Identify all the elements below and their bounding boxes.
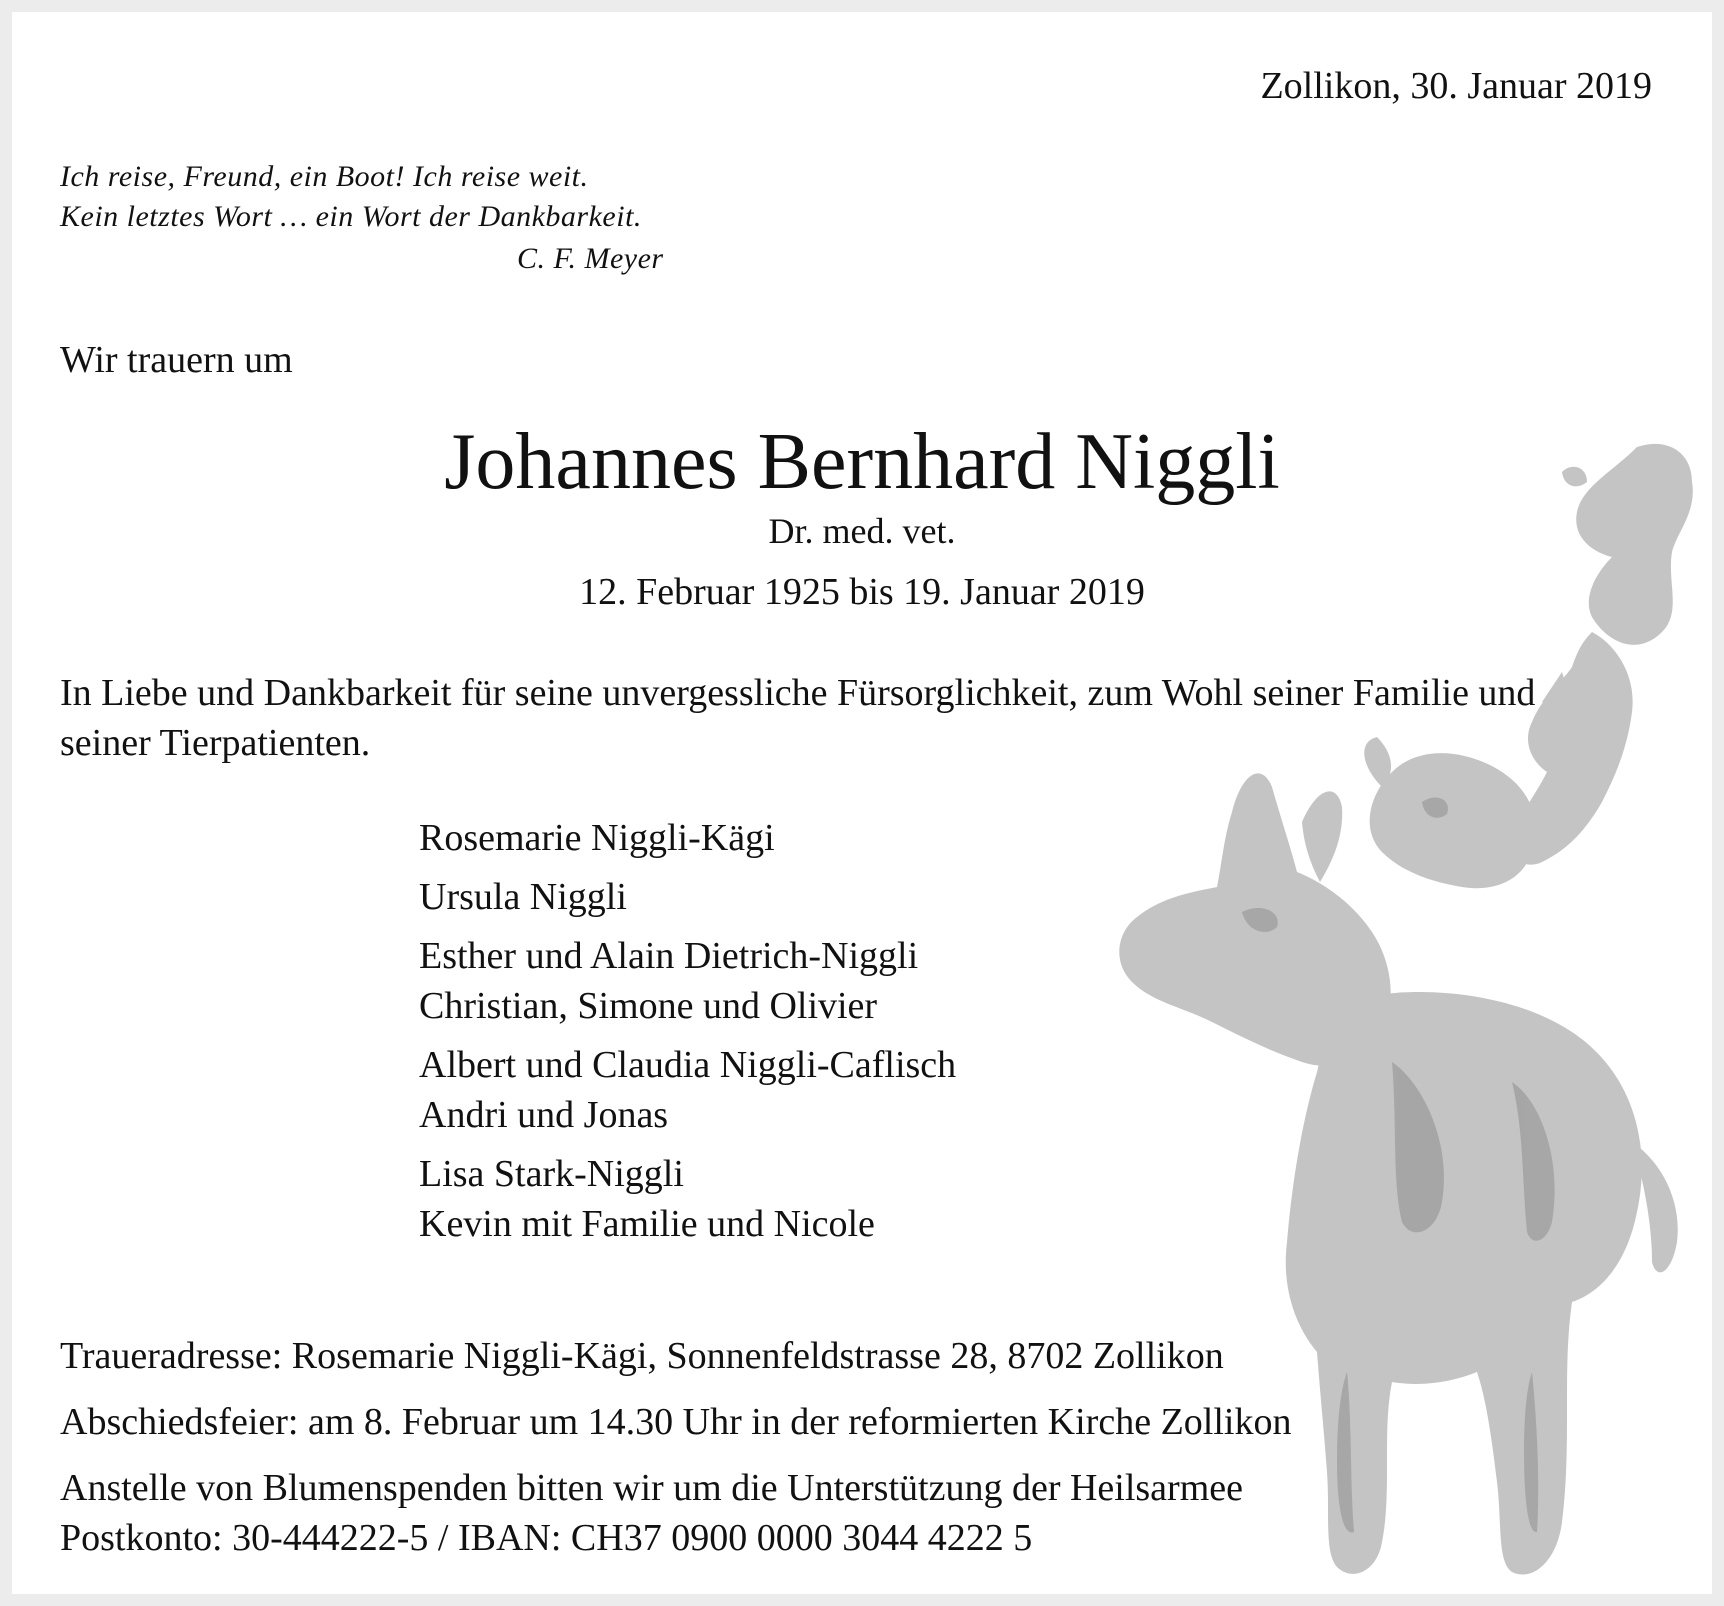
quote-line-2: Kein letztes Wort … ein Wort der Dankbarkeit. xyxy=(60,200,642,233)
bank-account: Postkonto: 30-444222-5 / IBAN: CH37 0900 0000 3044 4222 5 xyxy=(60,1517,1033,1559)
deceased-name: Johannes Bernhard Niggli xyxy=(444,418,1280,506)
quote-line-1: Ich reise, Freund, ein Boot! Ich reise weit. xyxy=(60,160,589,193)
mourner-name: Andri und Jonas xyxy=(419,1094,669,1136)
mourner-name: Ursula Niggli xyxy=(419,876,627,918)
farewell-ceremony: Abschiedsfeier: am 8. Februar um 14.30 Uhr in der reformierten Kirche Zollikon xyxy=(60,1401,1292,1443)
mourner-name: Albert und Claudia Niggli-Caflisch xyxy=(419,1044,957,1086)
mourner-group xyxy=(419,931,956,1031)
mourner-group xyxy=(419,813,956,863)
mourner-name: Esther und Alain Dietrich-Niggli xyxy=(419,935,919,977)
deceased-title: Dr. med. vet. xyxy=(768,511,956,551)
deceased-lifespan: 12. Februar 1925 bis 19. Januar 2019 xyxy=(579,571,1145,613)
place-date: Zollikon, 30. Januar 2019 xyxy=(1260,65,1652,107)
mourners-list xyxy=(419,813,956,1258)
tribute-text: In Liebe und Dankbarkeit für seine unvergessliche Fürsorglichkeit, zum Wohl seiner Familie und seiner Tierpatienten. xyxy=(60,672,1536,764)
mourner-name: Rosemarie Niggli-Kägi xyxy=(419,817,775,859)
mourner-group xyxy=(419,872,956,922)
donation-request: Anstelle von Blumenspenden bitten wir um die Unterstützung der Heilsarmee xyxy=(60,1467,1243,1509)
mourner-group xyxy=(419,1040,956,1140)
mourning-address: Traueradresse: Rosemarie Niggli-Kägi, Sonnenfeldstrasse 28, 8702 Zollikon xyxy=(60,1335,1224,1377)
mourner-group xyxy=(419,1149,956,1249)
mourner-name: Lisa Stark-Niggli xyxy=(419,1153,684,1195)
intro-text: Wir trauern um xyxy=(60,339,293,381)
quote-author: C. F. Meyer xyxy=(517,242,664,275)
mourner-name: Kevin mit Familie und Nicole xyxy=(419,1203,875,1245)
mourner-name: Christian, Simone und Olivier xyxy=(419,985,878,1027)
obituary-card xyxy=(12,12,1712,1594)
